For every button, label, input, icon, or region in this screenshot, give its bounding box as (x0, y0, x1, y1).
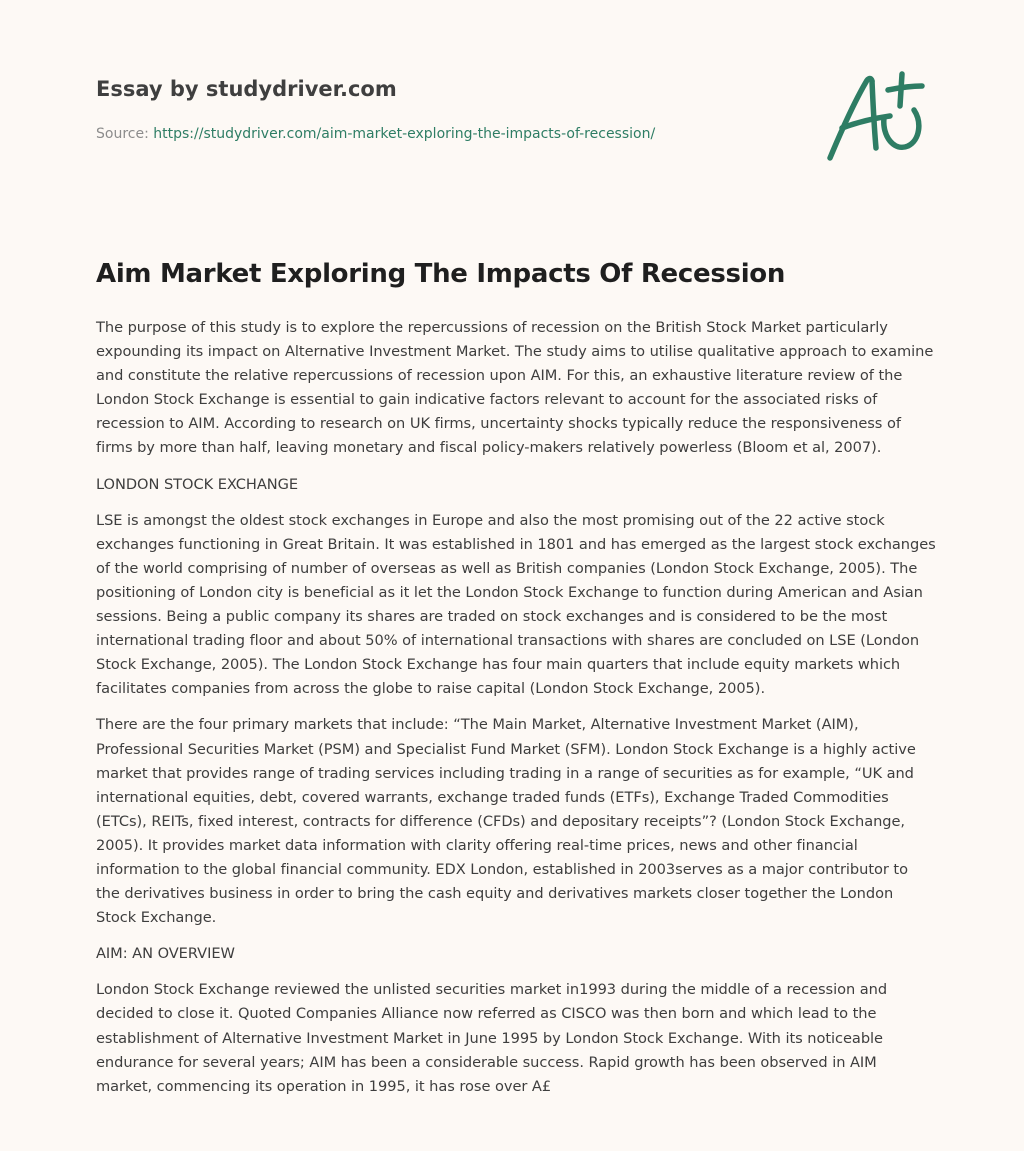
essay-content (96, 254, 936, 1111)
section-heading-lse: LONDON STOCK EXCHANGE (96, 475, 299, 493)
source-link[interactable]: https://studydriver.com/aim-market-exploring-the-impacts-of-recession/ (153, 126, 656, 142)
source-label: Source: (96, 126, 154, 142)
paragraph-markets: There are the four primary markets that include: “The Main Market, Alternative Investment Market (AIM), Professional Securities Market (PSM) and Specialist Fund Market (SFM). London Stock Exchange is a highly active market that provides range of trading services including trading in a range of securities as for example, “UK and international equities, debt, covered warrants, exchange traded funds (ETFs), Exchange Traded Commodities (ETCs), REITs, fixed interest, contracts for difference (CFDs) and depositary receipts”? (London Stock Exchange, 2005). It provides market data information with clarity offering real-time prices, news and other financial information to the global financial community. EDX London, established in 2003serves as a major contributor to the derivatives business in order to bring the cash equity and derivatives markets closer together the London Stock Exchange. (96, 716, 916, 927)
brand-title: Essay by studydriver.com (96, 77, 397, 101)
section-heading-aim: AIM: AN OVERVIEW (96, 945, 235, 963)
a-plus-logo-icon (818, 66, 930, 166)
paragraph-aim: London Stock Exchange reviewed the unlisted securities market in1993 during the middle of a recession and decided to close it. Quoted Companies Alliance now referred as CISCO was then born and which lead to the establishment of Alternative Investment Market in June 1995 by London Stock Exchange. With its noticeable endurance for several years; AIM has been a considerable success. Rapid growth has been observed in AIM market, commencing its operation in 1995, it has rose over A£ (96, 981, 888, 1095)
paragraph-lse: LSE is amongst the oldest stock exchanges in Europe and also the most promising out of the 22 active stock exchanges functioning in Great Britain. It was established in 1801 and has emerged as the largest stock exchanges of the world comprising of number of overseas as well as British companies (London Stock Exchange, 2005). The positioning of London city is beneficial as it let the London Stock Exchange to function during American and Asian sessions. Being a public company its shares are traded on stock exchanges and is considered to be the most international trading floor and about 50% of international transactions with shares are concluded on LSE (London Stock Exchange, 2005). The London Stock Exchange has four main quarters that include equity markets which facilitates companies from across the globe to raise capital (London Stock Exchange, 2005). (96, 511, 936, 698)
essay-header (96, 74, 796, 144)
source-line (96, 124, 796, 144)
essay-title: Aim Market Exploring The Impacts Of Recession (96, 259, 786, 289)
paragraph-intro: The purpose of this study is to explore the repercussions of recession on the British Stock Market particularly expounding its impact on Alternative Investment Market. The study aims to utilise qualitative approach to examine and constitute the relative repercussions of recession upon AIM. For this, an exhaustive literature review of the London Stock Exchange is essential to gain indicative factors relevant to account for the associated risks of recession to AIM. According to research on UK firms, uncertainty shocks typically reduce the responsiveness of firms by more than half, leaving monetary and fiscal policy-makers relatively powerless (Bloom et al, 2007). (96, 319, 934, 457)
